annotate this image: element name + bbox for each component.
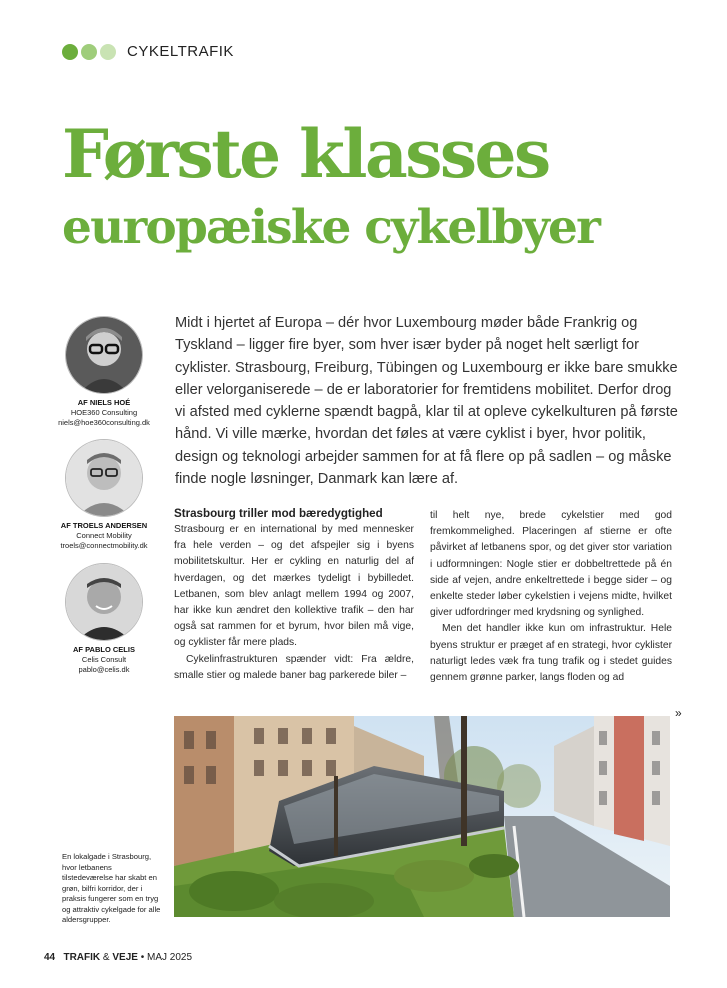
intro-paragraph: Midt i hjertet af Europa – dér hvor Luxembourg møder både Frankrig og Tyskland – ligger fire byer, som hver især byder på noget helt særligt for cyklister. Strasbourg, Freiburg, Tübingen og Luxembourg er ikke bare smukke eller velorganiserede – de er laboratorier for fremtidens mobilitet. Derfor drog vi afsted med cyklerne spændt bagpå, klar til at opleve cykelkulturen på første hånd. Vi ville mærke, hvordan det føles at være cyklist i byer, hvor politik, design og teknologi arbejder sammen for at få flere op på sadlen – og måske finde nogle løsninger, Danmark kan lære af. (175, 315, 678, 488)
author-troels (54, 439, 154, 551)
body-column-2 (430, 508, 672, 686)
section-dot (62, 44, 78, 60)
magazine-amp: & (102, 952, 110, 963)
headline-line-1: Første klasses (62, 115, 549, 193)
page-number: 44 (44, 952, 56, 963)
tram-street-photo (174, 716, 670, 917)
body-paragraph: Men det handler ikke kun om infrastruktur. Hele byens struktur er præget af en strategi, hvor cyklister naturligt ledes væk fra tung trafik og i stedet guides gennem grønne parker, langs floden og ad (430, 623, 672, 684)
photo-caption: En lokalgade i Strasbourg, hvor letbanens tilstedeværelse har skabt en grøn, bilfri korridor, der i praksis fungerer som en tryg og attraktiv cykelgade for alle aldersgrupper. (62, 852, 161, 924)
author-org: HOE360 Consulting (70, 408, 138, 417)
body-paragraph: Cykelinfrastrukturen spænder vidt: Fra ældre, smalle stier og malede baner bag parkerede biler – (174, 653, 414, 681)
author-email[interactable]: niels@hoe360consulting.dk (58, 418, 150, 427)
section-dot (81, 44, 97, 60)
subheading: Strasbourg triller mod bæredygtighed (174, 507, 383, 520)
author-name: AF TROELS ANDERSEN (60, 521, 148, 530)
avatar (65, 316, 143, 394)
magazine-name-2: VEJE (112, 952, 138, 963)
body-paragraph: Strasbourg er en international by med mennesker fra hele verden – og det afspejler sig i byens mobilitetskultur. Her er cykling en naturlig del af hverdagen, og det mærkes tydeligt i bybilledet. Letbanen, som blev anlagt mellem 1994 og 2007, har ikke kun ændret den kollektive trafik – den har også sat rammen for et byrum, hvor bilen må vige, og cyklister får mere plads. (174, 524, 414, 649)
footer-bullet: • (140, 952, 145, 963)
headline-line-2: europæiske cykelbyer (62, 200, 600, 255)
section-dot (100, 44, 116, 60)
magazine-name: TRAFIK (63, 952, 101, 963)
headline (62, 110, 702, 258)
author-email[interactable]: pablo@celis.dk (78, 665, 130, 674)
author-email[interactable]: troels@connectmobility.dk (60, 541, 148, 550)
page-footer (44, 952, 192, 963)
author-org: Connect Mobility (76, 531, 132, 540)
issue-date: MAJ 2025 (147, 952, 193, 963)
author-name: AF NIELS HOÉ (77, 398, 131, 407)
avatar (65, 563, 143, 641)
continue-arrow-icon: » (675, 706, 682, 720)
section-label: CYKELTRAFIK (127, 43, 234, 60)
author-niels (54, 316, 154, 428)
avatar (65, 439, 143, 517)
body-paragraph: til helt nye, brede cykelstier med god fremkommelighed. Placeringen af stierne er ofte påvirket af letbanens spor, og det giver stor variation i udformningen: Nogle stier er dobbeltrettede på én side af vejen, andre enkeltrettede i begge sider – og enkelte steder løber cykelstien i vejens midte, hvilket giver udfordringer med krydsning og synlighed. (430, 510, 672, 619)
section-dots (62, 44, 116, 60)
author-org: Celis Consult (81, 655, 127, 664)
author-pablo (54, 563, 154, 675)
body-column-1 (174, 506, 414, 684)
author-name: AF PABLO CELIS (73, 645, 135, 654)
